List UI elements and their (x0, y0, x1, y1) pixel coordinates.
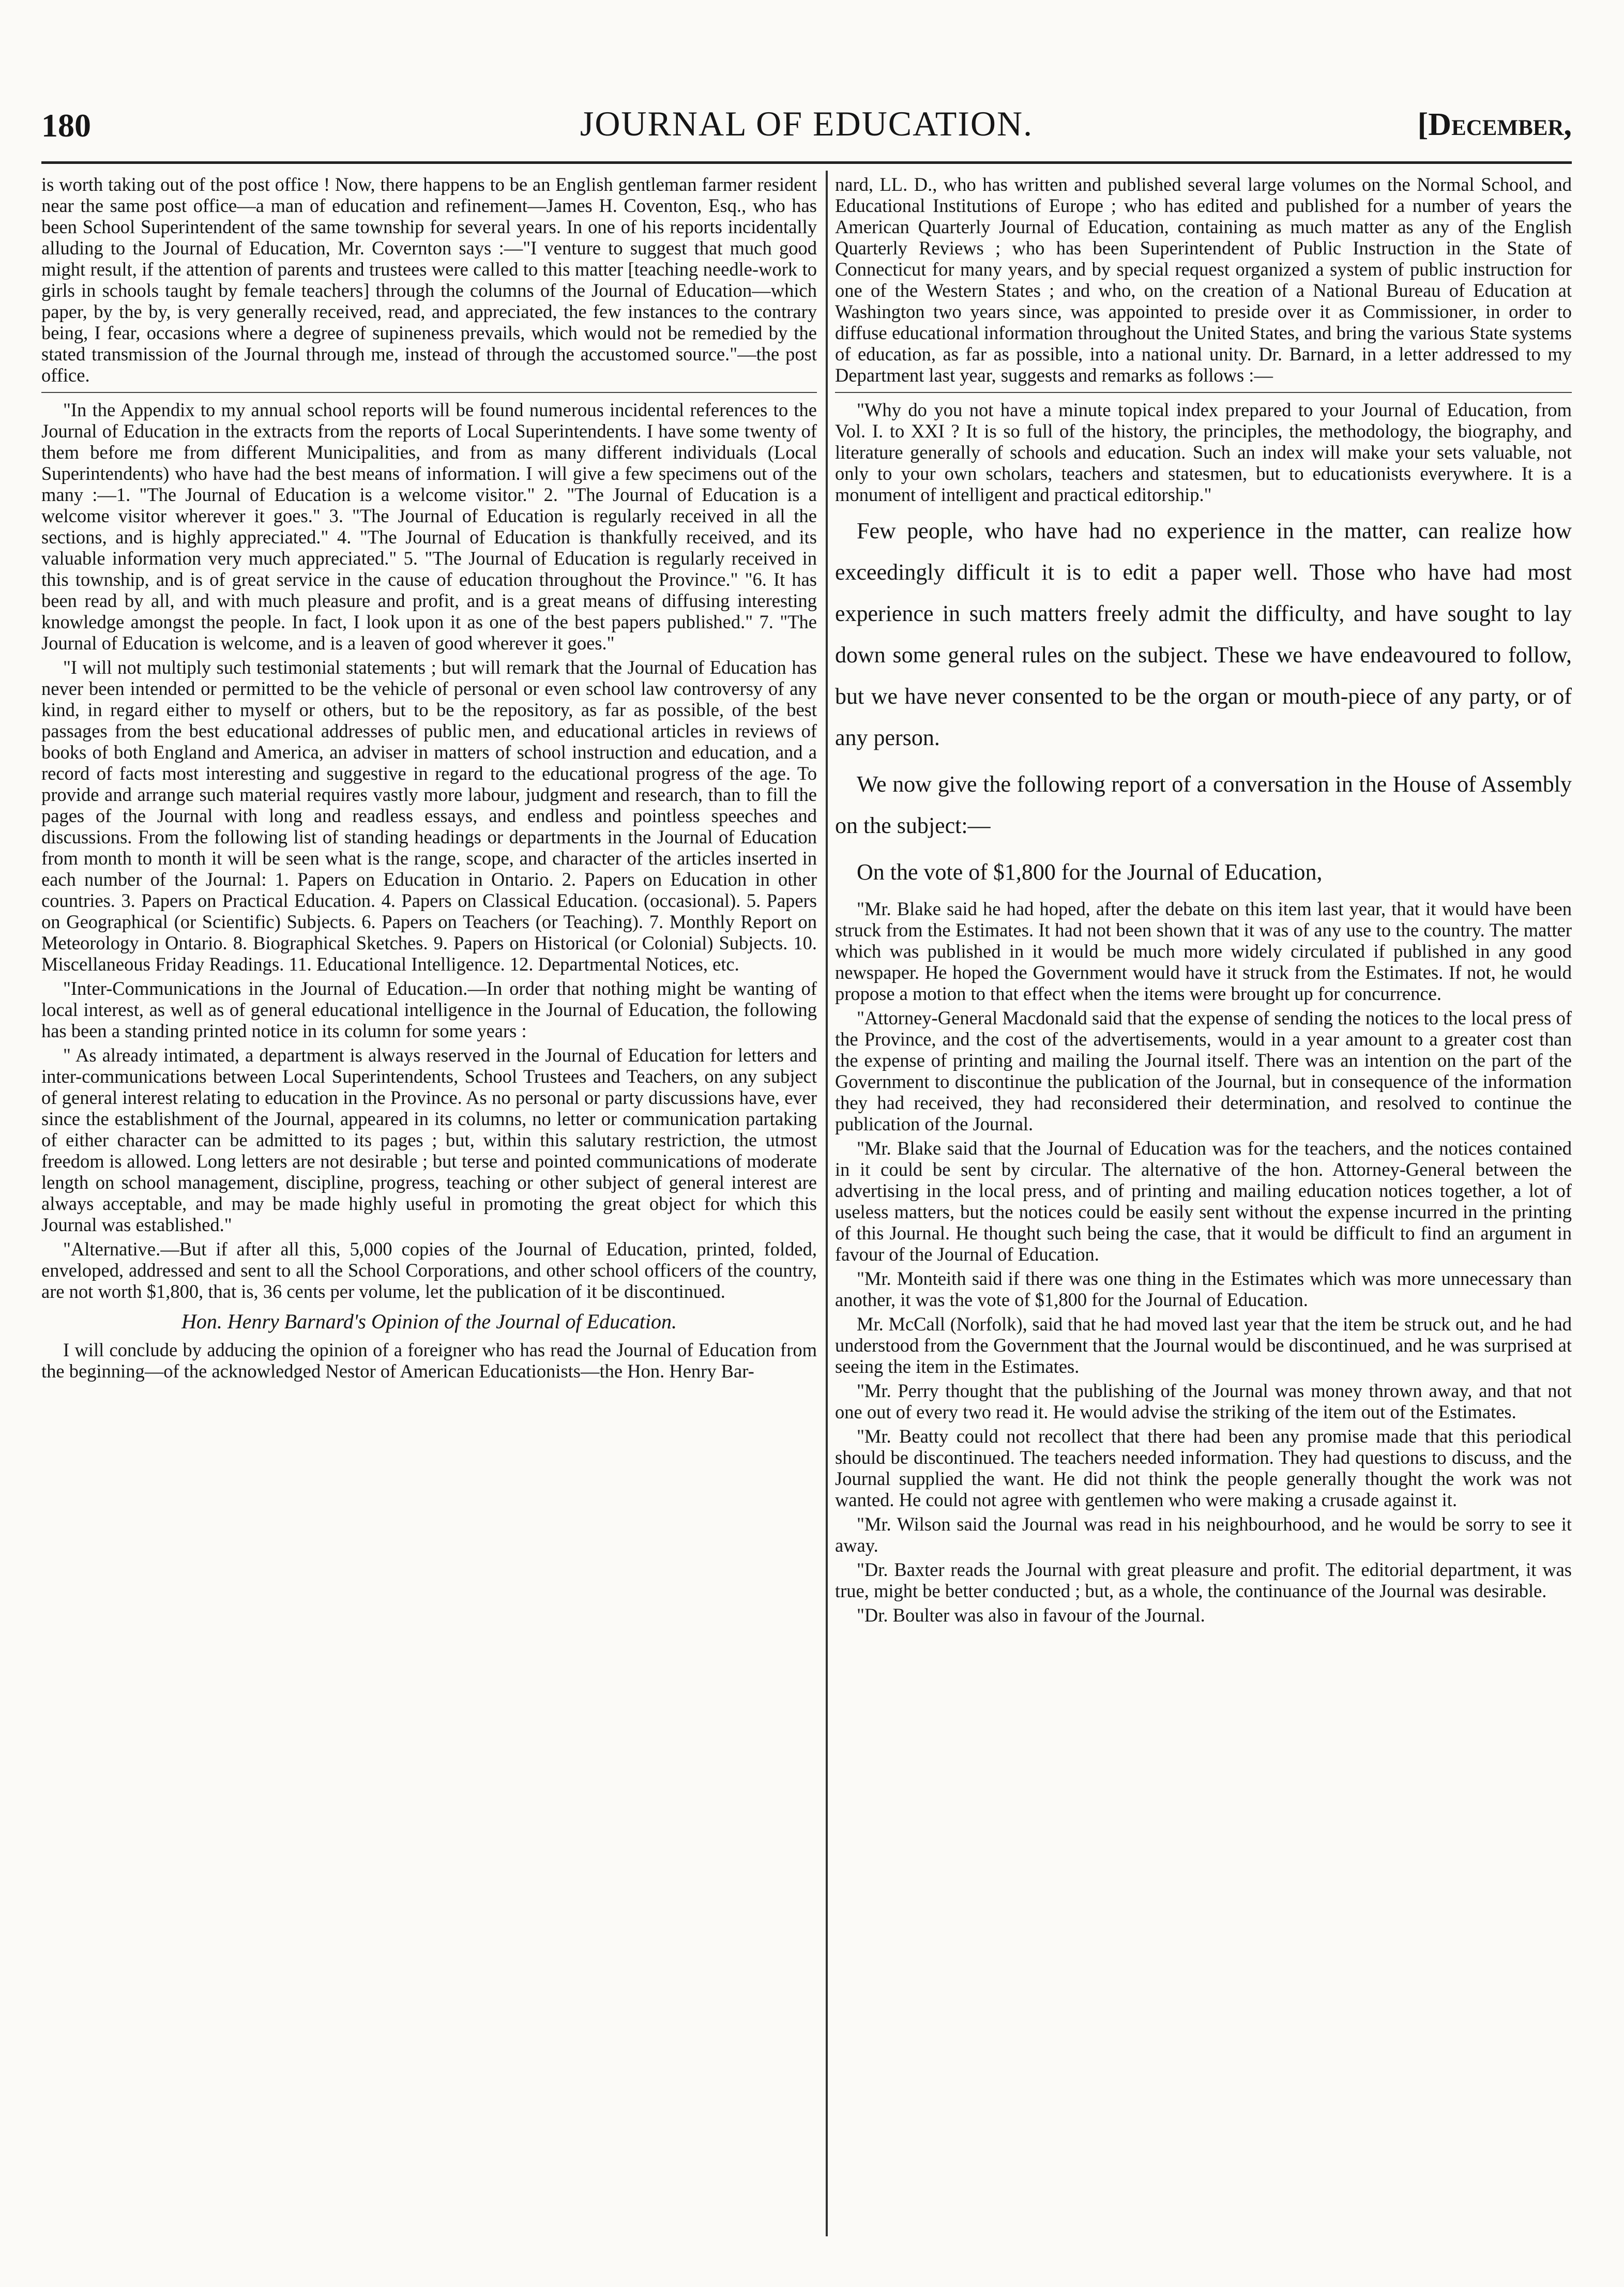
debate-paragraph: "Mr. Blake said that the Journal of Education was for the teachers, and the notices contained in it could be sent by circular. The alternative of the hon. Attorney-General between the advertising in the local press, and of printing and mailing education notices together, a lot of useless matters, but the notices could be easily sent without the expense incurred in the printing of this Journal. He thought such being the case, that it would be difficult to find an argument in favour of the Journal of Education. (835, 1138, 1572, 1265)
paragraph: "Why do you not have a minute topical index prepared to your Journal of Education, from Vol. I. to XXI ? It is so full of the history, the principles, the methodology, the biography, and literature generally of schools and education. Such an index will make your sets valuable, not only to your own scholars, teachers and statesmen, but to educationists everywhere. It is a monument of intelligent and practical editorship." (835, 399, 1572, 505)
paragraph: nard, LL. D., who has written and published several large volumes on the Normal School, and Educational Institutions of Europe ; who has edited and published for a number of years the American Quarterly Journal of Education, containing as much matter as any of the English Quarterly Reviews ; who has been Superintendent of Public Instruction in the State of Connecticut for many years, and by special request organized a system of public instruction for one of the Western States ; and who, on the creation of a National Bureau of Education at Washington two years since, was appointed to preside over it as Commissioner, in order to diffuse educational information throughout the United States, and bring the various State systems of education, as far as possible, into a national unity. Dr. Barnard, in a letter addressed to my Department last year, suggests and remarks as follows :— (835, 174, 1572, 386)
debate-paragraph: "Dr. Boulter was also in favour of the Journal. (857, 1604, 1205, 1626)
debate-paragraph: "Mr. Wilson said the Journal was read in his neighbourhood, and he would be sorry to see it away. (835, 1513, 1572, 1556)
debate-paragraph: "Mr. Blake said he had hoped, after the debate on this item last year, that it would have been struck from the Estimates. It had not been shown that it was of any use to the country. The matter which was published in it would be much more widely circulated if published in any good newspaper. He hoped the Government would have it struck from the Estimates. If not, he would propose a motion to that effect when the items were brought up for concurrence. (835, 898, 1572, 1004)
debate-paragraph: Mr. McCall (Norfolk), said that he had moved last year that the item be struck out, and he had understood from the Government that the Journal would be discontinued, and he was surprised at seeing the item in the Estimates. (835, 1313, 1572, 1377)
editorial-paragraph: We now give the following report of a conversation in the House of Assembly on the subject:— (835, 771, 1572, 838)
editorial-paragraph: Few people, who have had no experience in the matter, can realize how exceedingly difficult it is to edit a paper well. Those who have had most experience in such matters freely admit the difficulty, and have sought to lay down some general rules on the subject. These we have endeavoured to follow, but we have never consented to be the organ or mouth-piece of any party, or of any person. (835, 518, 1572, 750)
section-heading: Hon. Henry Barnard's Opinion of the Journal of Education. (181, 1310, 677, 1333)
page-month: [December, (1417, 107, 1572, 142)
debate-paragraph: "Mr. Perry thought that the publishing of the Journal was money thrown away, and that not one out of every two read it. He would advise the striking of the item out of the Estimates. (835, 1380, 1572, 1422)
paragraph: "In the Appendix to my annual school reports will be found numerous incidental references to the Journal of Education in the extracts from the reports of Local Superintendents. I have some twenty of them before me from different Municipalities, and from as many different individuals (Local Superintendents) who have had the best means of information. I will give a few specimens out of the many :—1. "The Journal of Education is a welcome visitor." 2. "The Journal of Education is a welcome visitor wherever it goes." 3. "The Journal of Education is regularly received in all the sections, and is highly appreciated." 4. "The Journal of Education is thankfully received, and its valuable information very much appreciated." 5. "The Journal of Education is regularly received in this township, and is of great service in the cause of education throughout the Province." "6. It has been read by all, and with much pleasure and profit, and is a great means of diffusing interesting knowledge amongst the people. In fact, I look upon it as one of the best papers published." 7. "The Journal of Education is welcome, and is a leaven of good wherever it goes." (41, 399, 817, 654)
debate-paragraph: "Attorney-General Macdonald said that the expense of sending the notices to the local press of the Province, and the cost of the advertisements, would in a year amount to a greater cost than the expense of printing and mailing the Journal itself. There was an intention on the part of the Government to discontinue the publication of the Journal, but in consequence of the information they had received, they had reconsidered their determination, and resolved to continue the publication of the Journal. (835, 1007, 1572, 1134)
paragraph: "Inter-Communications in the Journal of Education.—In order that nothing might be wanting of local interest, as well as of general educational intelligence in the Journal of Education, the following has been a standing printed notice in its column for some years : (41, 978, 817, 1041)
left-column (41, 174, 817, 2239)
page-number: 180 (41, 107, 91, 144)
section-divider (835, 392, 1572, 393)
header-rule (41, 161, 1572, 164)
paragraph: "Alternative.—But if after all this, 5,000 copies of the Journal of Education, printed, folded, enveloped, addressed and sent to all the School Corporations, and other school officers of the country, are not worth $1,800, that is, 36 cents per volume, let the publication of it be discontinued. (41, 1238, 817, 1302)
debate-paragraph: "Mr. Beatty could not recollect that there had been any promise made that this periodical should be discontinued. The teachers needed information. They had questions to discuss, and the Journal supplied the want. He did not think the people generally thought the work was not wanted. He could not agree with gentlemen who were making a crusade against it. (835, 1426, 1572, 1510)
paragraph: " As already intimated, a department is always reserved in the Journal of Education for letters and inter-communications between Local Superintendents, School Trustees and Teachers, on any subject of general interest relating to education in the Province. As no personal or party discussions have, ever since the establishment of the Journal, appeared in its columns, no letter or communication partaking of either character can be admitted to its pages ; but, within this salutary restriction, the utmost freedom is allowed. Long letters are not desirable ; but terse and pointed communications of moderate length on school management, discipline, progress, teaching or other subject of general interest are always acceptable, and may be made highly useful in promoting the great object for which this Journal was established." (41, 1044, 817, 1235)
paragraph: "I will not multiply such testimonial statements ; but will remark that the Journal of Education has never been intended or permitted to be the vehicle of personal or even school law controversy of any kind, in regard either to myself or others, but to be the repository, as far as possible, of the best passages from the best educational addresses of public men, and educational articles in reviews of books of both England and America, an adviser in matters of school instruction and education, and a record of facts most interesting and suggestive in regard to the educational progress of the age. To provide and arrange such material requires vastly more labour, judgment and research, than to fill the pages of the Journal with long and readless essays, and endless and pointless speeches and discussions. From the following list of standing headings or departments in the Journal of Education from month to month it will be seen what is the range, scope, and character of the articles inserted in each number of the Journal: 1. Papers on Education in Ontario. 2. Papers on Education in other countries. 3. Papers on Practical Education. 4. Papers on Classical Education. (occasional). 5. Papers on Geographical (or Scientific) Subjects. 6. Papers on Teachers (or Teaching). 7. Monthly Report on Meteorology in Ontario. 8. Biographical Sketches. 9. Papers on Historical (or Colonial) Subjects. 10. Miscellaneous Friday Readings. 11. Educational Intelligence. 12. Departmental Notices, etc. (41, 657, 817, 975)
paragraph: is worth taking out of the post office ! Now, there happens to be an English gentleman farmer resident near the same post office—a man of education and refinement—James H. Coventon, Esq., who has been School Superintendent of the same township for several years. In one of his reports incidentally alluding to the Journal of Education, Mr. Covernton says :—"I venture to suggest that much good might result, if the attention of parents and trustees were called to this matter [teaching needle-work to girls in schools taught by female teachers] through the columns of the Journal of Education—which paper, by the by, is very generally received, read, and appreciated, the few instances to the contrary being, I fear, occasions where a degree of supineness prevails, which would not be remedied by the stated transmission of the Journal through me, instead of through the accustomed source."—the post office. (41, 174, 817, 386)
column-divider (826, 171, 828, 2236)
section-divider (41, 392, 817, 393)
right-column (835, 174, 1572, 2239)
paragraph: I will conclude by adducing the opinion of a foreigner who has read the Journal of Education from the beginning—of the acknowledged Nestor of American Educationists—the Hon. Henry Bar- (41, 1339, 817, 1382)
debate-paragraph: "Mr. Monteith said if there was one thing in the Estimates which was more unnecessary than another, it was the vote of $1,800 for the Journal of Education. (835, 1268, 1572, 1310)
editorial-paragraph: On the vote of $1,800 for the Journal of Education, (857, 859, 1323, 885)
page-title: JOURNAL OF EDUCATION. (580, 104, 1034, 143)
page-header (41, 101, 1572, 158)
debate-paragraph: "Dr. Baxter reads the Journal with great pleasure and profit. The editorial department, it was true, might be better conducted ; but, as a whole, the continuance of the Journal was desirable. (835, 1559, 1572, 1601)
